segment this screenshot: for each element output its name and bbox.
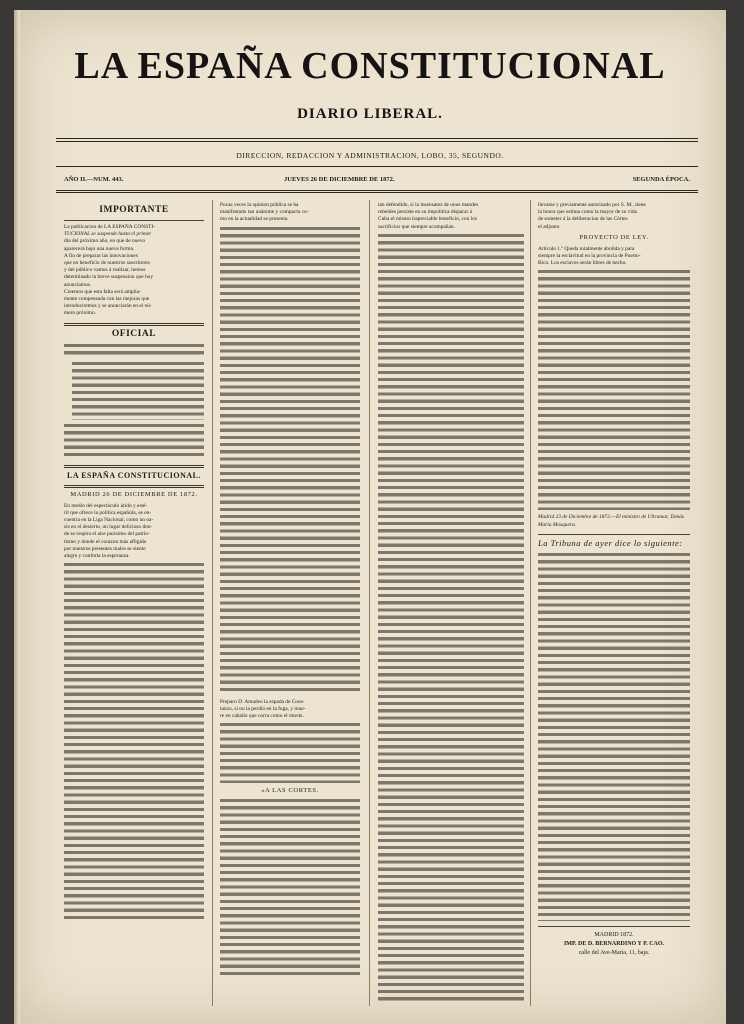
- text-line: dia del próximo año, en que de nuevo: [64, 238, 146, 245]
- text-line: Creemos que esta falta será amplia-: [64, 288, 141, 295]
- article-passage: [220, 699, 360, 721]
- footer-street: calle del Ave-María, 11, baja.: [578, 949, 650, 956]
- masthead-title: LA ESPAÑA CONSTITUCIONAL: [74, 45, 666, 87]
- official-text-block: [64, 424, 204, 460]
- text-line: re en caballo que corra como el miedo.: [220, 713, 304, 720]
- draft-law-heading: PROYECTO DE LEY.: [579, 233, 649, 241]
- address-rule: [56, 166, 698, 167]
- section-rule: [64, 323, 204, 326]
- issue-epoch: SEGUNDA ÉPOCA.: [632, 176, 690, 183]
- section-rule: [64, 485, 204, 488]
- article-opening: [220, 202, 360, 224]
- masthead-subtitle: DIARIO LIBERAL.: [297, 106, 443, 122]
- page-edge: [14, 10, 20, 1024]
- paper-heading: LA ESPAÑA CONSTITUCIONAL.: [67, 470, 201, 480]
- text-line: cuentra en la Liga Nacional, como un oa-: [64, 517, 154, 524]
- official-text-block: [64, 344, 204, 358]
- article-text-block: [220, 723, 360, 783]
- text-line: siempre la esclavitud en la provincia de Puerto-: [538, 253, 641, 260]
- text-line: Preparo D. Amadeo la espada de Cons-: [220, 698, 305, 705]
- text-line: tanzo, si no la perdió en la fuga, y mue-: [220, 705, 306, 712]
- text-line: Artículo 1.º Queda totalmente abolida y para: [538, 245, 635, 252]
- article-continuation: [378, 202, 524, 231]
- draft-law-text-block: [538, 270, 690, 510]
- column-1: [64, 202, 204, 1002]
- text-line: determinado la breve suspension que hoy: [64, 274, 154, 281]
- address-line: DIRECCION, REDACCION Y ADMINISTRACION, LOBO, 35, SEGUNDO.: [236, 151, 504, 160]
- ministerial-preamble: [538, 202, 690, 231]
- text-line: aparecerá bajo una nueva forma.: [64, 245, 135, 252]
- text-line: de someter á la deliberacion de las Córtes: [538, 216, 628, 223]
- column-2: [220, 202, 360, 1002]
- text-line: sacrificios que siempre acompañan.: [378, 223, 455, 230]
- text-line: A fin de preparar las innovaciones: [64, 252, 138, 259]
- text-line: ril que ofrece la política española, se en-: [64, 509, 152, 516]
- text-line: rebeldes persiste en su impolitica disparar á: [378, 209, 473, 216]
- text-line: manifestado tan unánime y compacta co-: [220, 209, 309, 216]
- text-line: introduciremos y se anunciarán en el nú-: [64, 303, 152, 310]
- footer-printer: IMP. DE D. BERNARDINO Y P. CAO.: [563, 940, 665, 947]
- text-line: que en beneficio de nuestros suscritores: [64, 260, 150, 267]
- text-line: mero próximo.: [64, 310, 97, 317]
- column-separator: [530, 200, 531, 1006]
- tribune-heading: La Tribuna de ayer dice lo siguiente:: [538, 537, 683, 548]
- official-text-block: [72, 362, 204, 420]
- text-line: La publicacion de LA ESPAÑA CONSTI-: [64, 224, 155, 230]
- newspaper-page: [14, 10, 726, 1024]
- dateline-rule: [56, 190, 698, 193]
- text-line: tan defendido, si la insensatez de unos mandes: [378, 202, 479, 208]
- draft-law-article: [538, 246, 690, 268]
- column-3: [378, 202, 524, 1002]
- important-notice: [64, 224, 204, 318]
- text-line: de se respira el aire purísimo del patrio-: [64, 531, 150, 538]
- paper-date: MADRID 26 DE DICIEMBRE DE 1872.: [70, 490, 198, 498]
- column-separator: [212, 200, 213, 1006]
- column-4: [538, 202, 690, 1002]
- text-line: Rico. Los esclavos serán libres de hecho.: [538, 260, 627, 267]
- article-text-block: [378, 234, 524, 1002]
- editorial-text-block: [64, 563, 204, 923]
- issue-number: AÑO II.—NUM. 443.: [64, 176, 124, 183]
- article-text-block: [220, 799, 360, 979]
- text-line: sis en el desierto, un lugar delicioso don-: [64, 524, 153, 531]
- section-rule: [538, 534, 690, 535]
- footer-city: MADRID 1872.: [594, 931, 634, 938]
- text-line: tismo y donde el corazon más afligido: [64, 538, 147, 545]
- masthead-rule: [56, 138, 698, 139]
- cortes-heading: «A LAS CORTES.: [261, 787, 319, 795]
- text-line: Cuba el mismo irapreciable beneficio, con los: [378, 216, 477, 223]
- text-line: TUCIONAL se suspende hasta el primer: [64, 231, 152, 238]
- text-line: mente compensada con las mejoras que: [64, 296, 150, 303]
- column-separator: [369, 200, 370, 1006]
- editorial-intro: [64, 503, 204, 561]
- tribune-text-block: [538, 553, 690, 921]
- official-heading: OFICIAL: [111, 328, 157, 339]
- heading-rule: [64, 220, 204, 221]
- issue-date: JUEVES 26 DE DICIEMBRE DE 1872.: [284, 176, 395, 183]
- text-line: mo en la actualidad se presenta.: [220, 216, 289, 223]
- text-line: llevarse y previamente autorizado por S. M., tiene: [538, 202, 646, 208]
- text-line: la honra que estima como la mayor de su vida: [538, 209, 637, 216]
- article-text-block: [220, 227, 360, 695]
- text-line: En medio del espectáculo árido y esté-: [64, 502, 148, 509]
- text-line: anunciamos.: [64, 281, 92, 288]
- text-line: Pocas veces la opinion pública se ha: [220, 202, 299, 208]
- footer-rule: [538, 926, 690, 927]
- text-line: alegre y conforta la esperanza.: [64, 553, 130, 560]
- text-line: el adjunto: [538, 223, 560, 230]
- section-rule: [64, 465, 204, 468]
- text-line: por nuestros presentes males se siente: [64, 545, 146, 552]
- signature-line: Madrid 23 de Diciembre de 1872.—El ministro de Ultramar, Tomás María Mosquera.: [538, 514, 684, 528]
- text-line: y del público vamos á realizar, hemos: [64, 267, 146, 274]
- important-heading: IMPORTANTE: [99, 205, 169, 215]
- masthead-rule-second: [56, 141, 698, 142]
